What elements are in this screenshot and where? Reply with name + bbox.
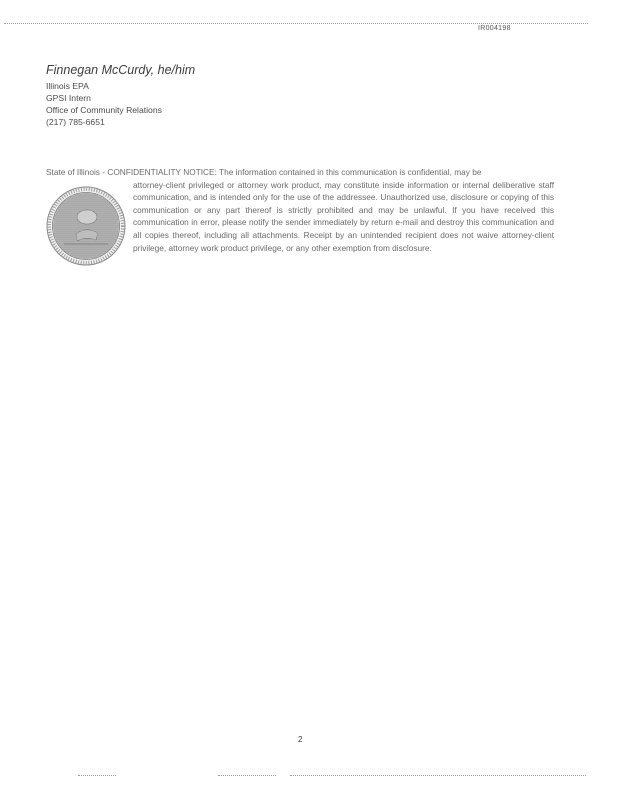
signature-organization: Illinois EPA [46,81,89,91]
bottom-dotted-rule [290,775,586,776]
signature-role: GPSI Intern [46,93,91,103]
bates-number: IR004198 [478,25,511,32]
signature-name: Finnegan McCurdy, he/him [46,63,196,77]
bottom-dotted-rule [218,775,276,776]
top-dotted-rule [4,23,588,24]
state-seal-icon [46,186,126,266]
signature-office: Office of Community Relations [46,105,162,115]
confidentiality-notice-first-line: State of Illinois - CONFIDENTIALITY NOTICE: The information contained in this communication is confidential, may be [46,167,482,177]
confidentiality-notice-body: attorney-client privileged or attorney work product, may constitute inside information or internal deliberative staff communication, and is intended only for the use of the addressee. Unauthorized use, disclosure or copying of this communication or any part thereof is strictly prohibited and may be unlawful. If you have received this communication in error, please notify the sender immediately by return e-mail and destroy this communication and all copies thereof, including all attachments. Receipt by an unintended recipient does not waive attorney-client privilege, attorney work product privilege, or any other exemption from disclosure. [133,179,554,253]
page-number: 2 [298,735,303,744]
signature-phone: (217) 785-6651 [46,117,105,127]
bottom-dotted-rule [78,775,116,776]
